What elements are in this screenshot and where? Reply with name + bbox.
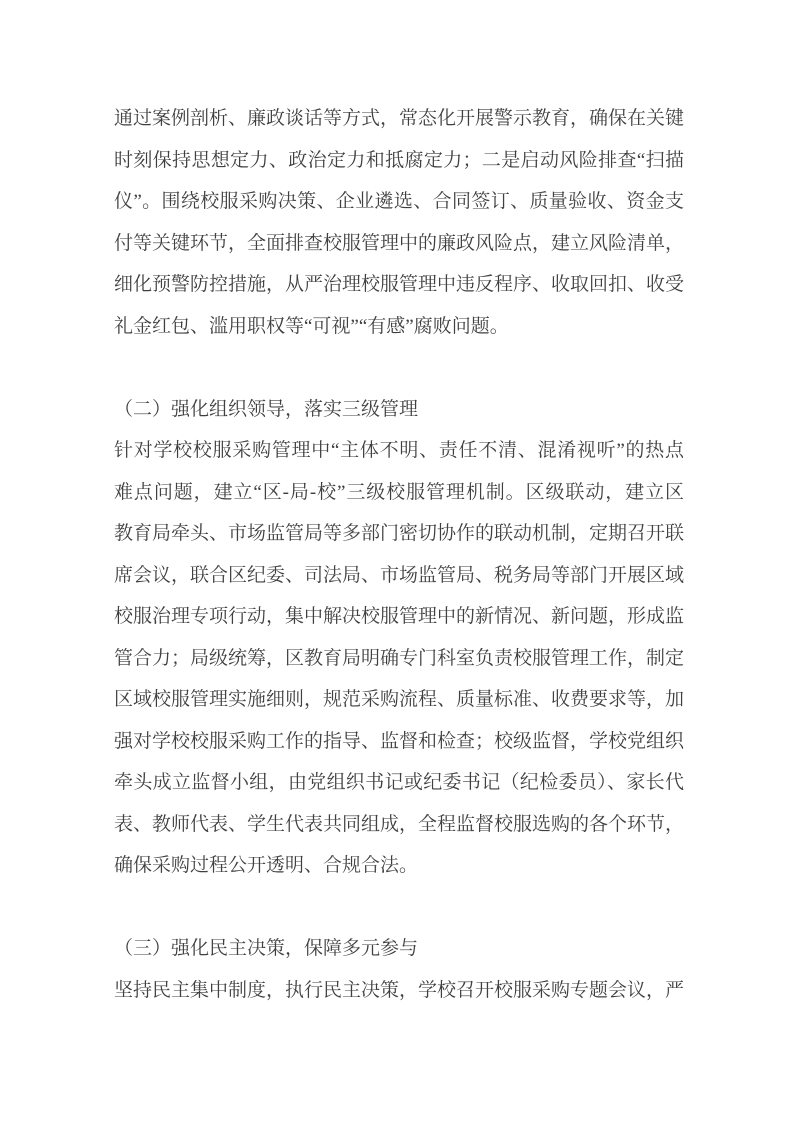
text-line: 时刻保持思想定力、政治定力和抵腐定力；二是启动风险排查“扫描 [114, 149, 684, 171]
text-line: 席会议，联合区纪委、司法局、市场监管局、税务局等部门开展区域 [114, 564, 685, 586]
text-line: 牵头成立监督小组，由党组织书记或纪委书记（纪检委员）、家长代 [114, 772, 684, 793]
text-line: 难点问题，建立“区-局-校”三级校服管理机制。区级联动，建立区 [114, 481, 684, 503]
text-line: 强对学校校服采购工作的指导、监督和检查；校级监督，学校党组织 [114, 730, 685, 752]
text-line: 仪”。围绕校服采购决策、企业遴选、合同签订、质量验收、资金支 [114, 191, 684, 212]
paragraph-anticorruption [114, 98, 684, 347]
heading-line: （二）强化组织领导，落实三级管理 [114, 398, 419, 420]
paragraph-three-level-management [114, 430, 684, 887]
text-line: 校服治理专项行动，集中解决校服管理中的新情况、新问题，形成监 [114, 606, 685, 627]
heading-line: （三）强化民主决策，保障多元参与 [114, 938, 419, 959]
text-line: 坚持民主集中制度，执行民主决策，学校召开校服采购专题会议，严 [114, 979, 685, 1001]
text-line: 管合力；局级统筹，区教育局明确专门科室负责校服管理工作，制定 [114, 647, 685, 669]
text-line: 区域校服管理实施细则，规范采购流程、质量标准、收费要求等，加 [114, 689, 685, 710]
text-line: 确保采购过程公开透明、合规合法。 [114, 855, 419, 876]
heading-section-3 [114, 928, 684, 970]
text-line: 付等关键环节，全面排查校服管理中的廉政风险点，建立风险清单， [114, 232, 685, 254]
text-line: 礼金红包、滥用职权等“可视”“有感”腐败问题。 [114, 315, 509, 337]
text-line: 教育局牵头、市场监管局等多部门密切协作的联动机制，定期召开联 [114, 523, 685, 544]
text-line: 通过案例剖析、廉政谈话等方式，常态化开展警示教育，确保在关键 [114, 108, 685, 129]
heading-section-2 [114, 389, 684, 431]
paragraph-democratic-decision [114, 970, 684, 1012]
text-column [114, 98, 684, 1011]
text-line: 针对学校校服采购管理中“主体不明、责任不清、混淆视听”的热点 [114, 440, 684, 461]
text-line: 细化预警防控措施，从严治理校服管理中违反程序、收取回扣、收受 [114, 274, 685, 295]
text-line: 表、教师代表、学生代表共同组成，全程监督校服选购的各个环节， [114, 813, 685, 835]
